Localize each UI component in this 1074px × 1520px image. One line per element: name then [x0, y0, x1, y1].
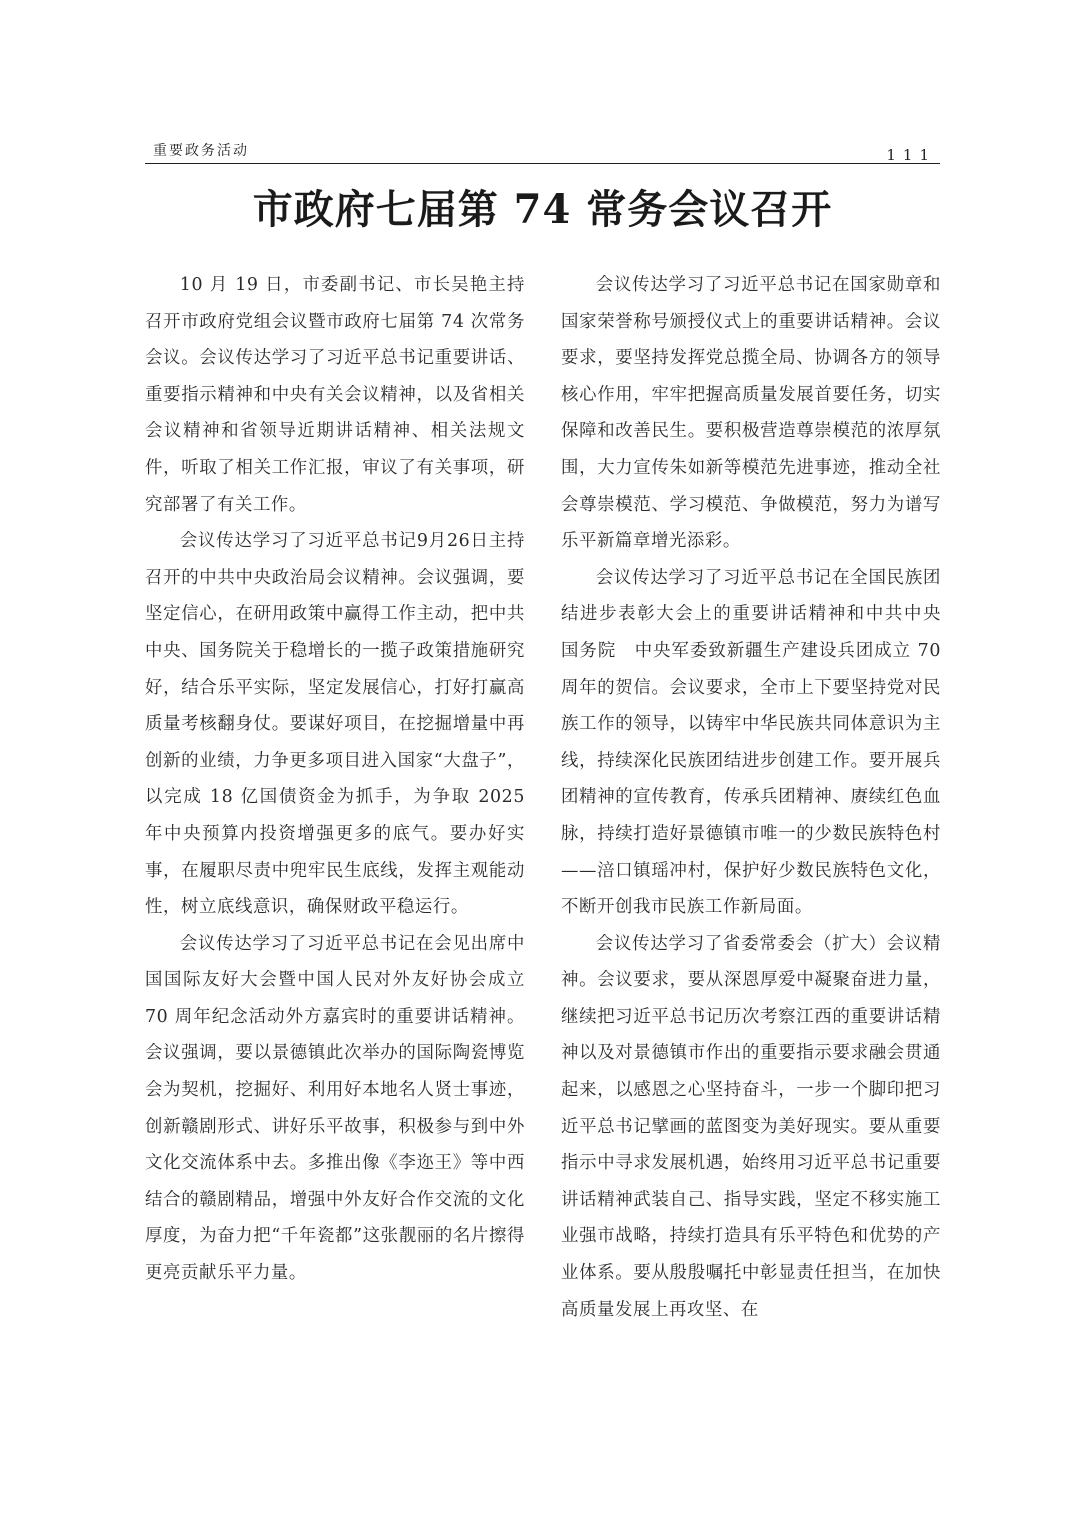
running-header: [145, 138, 940, 168]
paragraph: 会议传达学习了习近平总书记9月26日主持召开的中共中央政治局会议精神。会议强调，要坚定信心，在研用政策中赢得工作主动，把中共中央、国务院关于稳增长的一揽子政策措施研究好，结合乐平实际，坚定发展信心，打好打赢高质量考核翻身仗。要谋好项目，在挖掘增量中再创新的业绩，力争更多项目进入国家“大盘子”，以完成 18 亿国债资金为抓手，为争取 2025 年中央预算内投资增强更多的底气。要办好实事，在履职尽责中兜牢民生底线，发挥主观能动性，树立底线意识，确保财政平稳运行。: [145, 531, 525, 918]
paragraph: 会议传达学习了习近平总书记在国家勋章和国家荣誉称号颁授仪式上的重要讲话精神。会议要求，要坚持发挥党总揽全局、协调各方的领导核心作用，牢牢把握高质量发展首要任务，切实保障和改善民生。要积极营造尊崇模范的浓厚氛围，大力宣传朱如新等模范先进事迹，推动全社会尊崇模范、学习模范、争做模范，努力为谱写乐平新篇章增光添彩。: [561, 275, 941, 552]
paragraph: 会议传达学习了省委常委会（扩大）会议精神。会议要求，要从深恩厚爱中凝聚奋进力量，继续把习近平总书记历次考察江西的重要讲话精神以及对景德镇市作出的重要指示要求融会贯通起来，以感恩之心坚持奋斗，一步一个脚印把习近平总书记擘画的蓝图变为美好现实。要从重要指示中寻求发展机遇，始终用习近平总书记重要讲话精神武装自己、指导实践，坚定不移实施工业强市战略，持续打造具有乐平特色和优势的产业体系。要从殷殷嘱托中彰显责任担当，在加快高质量发展上再攻坚、在: [561, 933, 941, 1320]
header-divider: [145, 163, 940, 164]
paragraph: 10 月 19 日，市委副书记、市长吴艳主持召开市政府党组会议暨市政府七届第 74 次常务会议。会议传达学习了习近平总书记重要讲话、重要指示精神和中央有关会议精神，以及省相关会议精神和省领导近期讲话精神、相关法规文件，听取了相关工作汇报，审议了有关事项，研究部署了有关工作。: [145, 275, 525, 515]
article-title: 市政府七届第 74 常务会议召开: [252, 186, 833, 233]
paragraph: 会议传达学习了习近平总书记在会见出席中国国际友好大会暨中国人民对外友好协会成立 70 周年纪念活动外方嘉宾时的重要讲话精神。会议强调，要以景德镇此次举办的国际陶瓷博览会为契机，挖掘好、利用好本地名人贤士事迹，创新赣剧形式、讲好乐平故事，积极参与到中外文化交流体系中去。多推出像《李迩王》等中西结合的赣剧精品，增强中外友好合作交流的文化厚度，为奋力把“千年瓷都”这张靓丽的名片擦得更亮贡献乐平力量。: [145, 933, 525, 1284]
section-label: 重要政务活动: [153, 143, 249, 159]
page-number: 111: [886, 146, 936, 164]
right-column: [561, 267, 959, 1328]
left-column: [145, 267, 525, 1292]
paragraph: 会议传达学习了习近平总书记在全国民族团结进步表彰大会上的重要讲话精神和中共中央 国务院 中央军委致新疆生产建设兵团成立 70 周年的贺信。会议要求，全市上下要坚持党对民族工作的领导，以铸牢中华民族共同体意识为主线，持续深化民族团结进步创建工作。要开展兵团精神的宣传教育，传承兵团精神、赓续红色血脉，持续打造好景德镇市唯一的少数民族特色村——涪口镇瑶冲村，保护好少数民族特色文化，不断开创我市民族工作新局面。: [561, 567, 959, 918]
